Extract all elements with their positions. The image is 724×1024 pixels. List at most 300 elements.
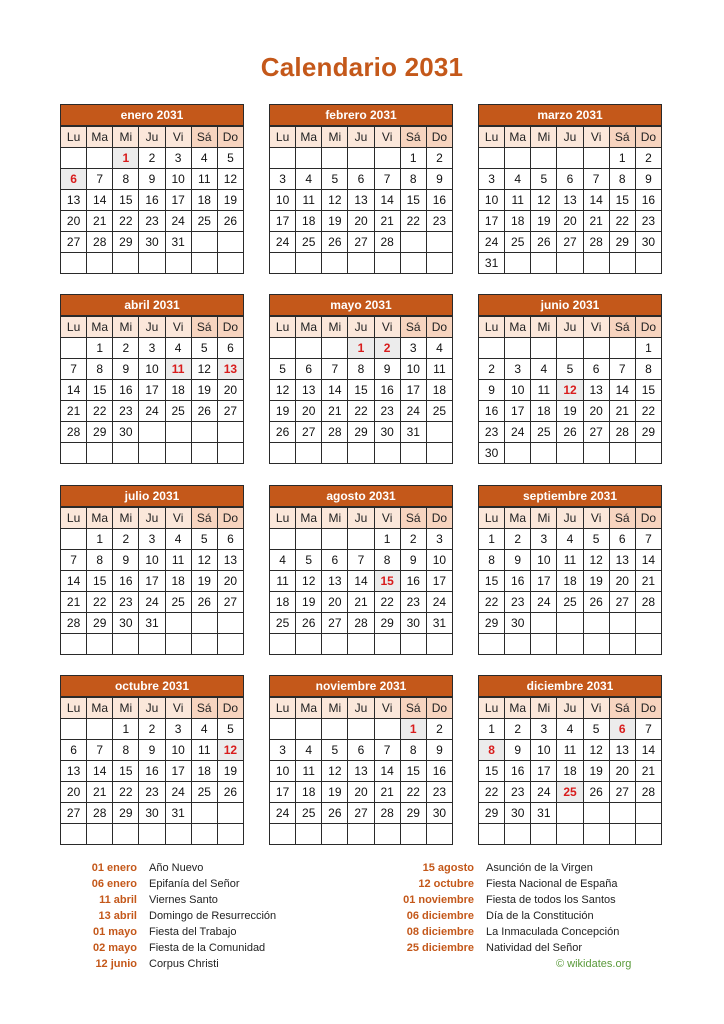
day-cell[interactable]: 1 xyxy=(375,529,401,550)
day-cell[interactable]: 27 xyxy=(348,803,374,824)
day-cell[interactable]: 24 xyxy=(479,232,505,253)
day-cell[interactable]: 10 xyxy=(531,740,557,761)
day-cell[interactable]: 12 xyxy=(218,740,244,761)
day-cell[interactable]: 4 xyxy=(296,169,322,190)
day-cell[interactable]: 23 xyxy=(139,211,165,232)
day-cell[interactable]: 7 xyxy=(375,169,401,190)
day-cell[interactable]: 27 xyxy=(218,401,244,422)
day-cell[interactable]: 22 xyxy=(401,211,427,232)
day-cell[interactable]: 20 xyxy=(348,782,374,803)
day-cell[interactable]: 3 xyxy=(401,338,427,359)
day-cell[interactable]: 10 xyxy=(139,359,165,380)
day-cell[interactable]: 25 xyxy=(192,211,218,232)
day-cell[interactable]: 5 xyxy=(218,148,244,169)
day-cell[interactable]: 26 xyxy=(218,211,244,232)
day-cell[interactable]: 5 xyxy=(192,529,218,550)
day-cell[interactable]: 16 xyxy=(139,761,165,782)
day-cell[interactable]: 28 xyxy=(348,613,374,634)
day-cell[interactable]: 28 xyxy=(636,592,662,613)
day-cell[interactable]: 27 xyxy=(557,232,583,253)
day-cell[interactable]: 6 xyxy=(218,529,244,550)
day-cell[interactable]: 13 xyxy=(557,190,583,211)
day-cell[interactable]: 26 xyxy=(322,232,348,253)
day-cell[interactable]: 8 xyxy=(479,740,505,761)
day-cell[interactable]: 6 xyxy=(322,550,348,571)
day-cell[interactable]: 10 xyxy=(505,380,531,401)
day-cell[interactable]: 13 xyxy=(218,359,244,380)
day-cell[interactable]: 2 xyxy=(401,529,427,550)
day-cell[interactable]: 29 xyxy=(113,803,139,824)
day-cell[interactable]: 8 xyxy=(401,740,427,761)
day-cell[interactable]: 3 xyxy=(427,529,453,550)
day-cell[interactable]: 9 xyxy=(427,740,453,761)
credit-text[interactable]: © wikidates.org xyxy=(556,958,632,970)
day-cell[interactable]: 1 xyxy=(401,148,427,169)
day-cell[interactable]: 1 xyxy=(636,338,662,359)
day-cell[interactable]: 6 xyxy=(557,169,583,190)
day-cell[interactable]: 24 xyxy=(166,782,192,803)
day-cell[interactable]: 14 xyxy=(87,761,113,782)
day-cell[interactable]: 25 xyxy=(427,401,453,422)
day-cell[interactable]: 4 xyxy=(531,359,557,380)
day-cell[interactable]: 19 xyxy=(584,571,610,592)
day-cell[interactable]: 14 xyxy=(322,380,348,401)
day-cell[interactable]: 23 xyxy=(375,401,401,422)
day-cell[interactable]: 24 xyxy=(531,782,557,803)
day-cell[interactable]: 21 xyxy=(375,211,401,232)
day-cell[interactable]: 18 xyxy=(557,761,583,782)
day-cell[interactable]: 28 xyxy=(87,232,113,253)
day-cell[interactable]: 7 xyxy=(610,359,636,380)
day-cell[interactable]: 24 xyxy=(166,211,192,232)
day-cell[interactable]: 13 xyxy=(61,761,87,782)
day-cell[interactable]: 25 xyxy=(296,232,322,253)
day-cell[interactable]: 29 xyxy=(401,803,427,824)
day-cell[interactable]: 7 xyxy=(584,169,610,190)
day-cell[interactable]: 19 xyxy=(557,401,583,422)
day-cell[interactable]: 12 xyxy=(584,550,610,571)
day-cell[interactable]: 17 xyxy=(270,782,296,803)
day-cell[interactable]: 8 xyxy=(636,359,662,380)
day-cell[interactable]: 2 xyxy=(505,719,531,740)
day-cell[interactable]: 14 xyxy=(375,761,401,782)
day-cell[interactable]: 26 xyxy=(322,803,348,824)
day-cell[interactable]: 25 xyxy=(531,422,557,443)
day-cell[interactable]: 5 xyxy=(218,719,244,740)
day-cell[interactable]: 24 xyxy=(139,401,165,422)
day-cell[interactable]: 23 xyxy=(479,422,505,443)
day-cell[interactable]: 29 xyxy=(87,613,113,634)
day-cell[interactable]: 12 xyxy=(557,380,583,401)
day-cell[interactable]: 26 xyxy=(218,782,244,803)
day-cell[interactable]: 2 xyxy=(375,338,401,359)
day-cell[interactable]: 31 xyxy=(166,232,192,253)
day-cell[interactable]: 6 xyxy=(348,169,374,190)
day-cell[interactable]: 17 xyxy=(531,571,557,592)
day-cell[interactable]: 20 xyxy=(61,782,87,803)
day-cell[interactable]: 27 xyxy=(61,803,87,824)
day-cell[interactable]: 15 xyxy=(348,380,374,401)
day-cell[interactable]: 30 xyxy=(375,422,401,443)
day-cell[interactable]: 21 xyxy=(348,592,374,613)
day-cell[interactable]: 1 xyxy=(87,529,113,550)
day-cell[interactable]: 13 xyxy=(322,571,348,592)
day-cell[interactable]: 8 xyxy=(610,169,636,190)
day-cell[interactable]: 28 xyxy=(610,422,636,443)
day-cell[interactable]: 30 xyxy=(427,803,453,824)
day-cell[interactable]: 3 xyxy=(505,359,531,380)
day-cell[interactable]: 12 xyxy=(584,740,610,761)
day-cell[interactable]: 15 xyxy=(113,190,139,211)
day-cell[interactable]: 13 xyxy=(584,380,610,401)
day-cell[interactable]: 16 xyxy=(401,571,427,592)
day-cell[interactable]: 3 xyxy=(531,529,557,550)
day-cell[interactable]: 12 xyxy=(218,169,244,190)
day-cell[interactable]: 4 xyxy=(192,719,218,740)
day-cell[interactable]: 15 xyxy=(87,380,113,401)
day-cell[interactable]: 11 xyxy=(557,740,583,761)
day-cell[interactable]: 11 xyxy=(427,359,453,380)
day-cell[interactable]: 3 xyxy=(139,529,165,550)
day-cell[interactable]: 11 xyxy=(270,571,296,592)
day-cell[interactable]: 30 xyxy=(401,613,427,634)
day-cell[interactable]: 16 xyxy=(427,190,453,211)
day-cell[interactable]: 1 xyxy=(113,719,139,740)
day-cell[interactable]: 30 xyxy=(113,422,139,443)
day-cell[interactable]: 21 xyxy=(375,782,401,803)
day-cell[interactable]: 27 xyxy=(348,232,374,253)
day-cell[interactable]: 11 xyxy=(296,761,322,782)
day-cell[interactable]: 1 xyxy=(87,338,113,359)
day-cell[interactable]: 20 xyxy=(61,211,87,232)
day-cell[interactable]: 3 xyxy=(166,719,192,740)
day-cell[interactable]: 29 xyxy=(113,232,139,253)
day-cell[interactable]: 18 xyxy=(531,401,557,422)
day-cell[interactable]: 11 xyxy=(166,550,192,571)
day-cell[interactable]: 29 xyxy=(348,422,374,443)
day-cell[interactable]: 6 xyxy=(348,740,374,761)
day-cell[interactable]: 15 xyxy=(87,571,113,592)
day-cell[interactable]: 21 xyxy=(636,571,662,592)
day-cell[interactable]: 18 xyxy=(166,571,192,592)
day-cell[interactable]: 20 xyxy=(348,211,374,232)
day-cell[interactable]: 19 xyxy=(192,571,218,592)
day-cell[interactable]: 28 xyxy=(61,422,87,443)
day-cell[interactable]: 7 xyxy=(322,359,348,380)
day-cell[interactable]: 26 xyxy=(531,232,557,253)
day-cell[interactable]: 17 xyxy=(166,761,192,782)
day-cell[interactable]: 30 xyxy=(505,613,531,634)
day-cell[interactable]: 12 xyxy=(322,190,348,211)
day-cell[interactable]: 29 xyxy=(610,232,636,253)
day-cell[interactable]: 20 xyxy=(610,761,636,782)
day-cell[interactable]: 2 xyxy=(505,529,531,550)
day-cell[interactable]: 11 xyxy=(192,169,218,190)
day-cell[interactable]: 13 xyxy=(610,550,636,571)
day-cell[interactable]: 7 xyxy=(348,550,374,571)
day-cell[interactable]: 24 xyxy=(270,232,296,253)
day-cell[interactable]: 17 xyxy=(531,761,557,782)
day-cell[interactable]: 10 xyxy=(166,740,192,761)
day-cell[interactable]: 17 xyxy=(505,401,531,422)
day-cell[interactable]: 30 xyxy=(636,232,662,253)
day-cell[interactable]: 22 xyxy=(375,592,401,613)
day-cell[interactable]: 13 xyxy=(348,761,374,782)
day-cell[interactable]: 15 xyxy=(610,190,636,211)
day-cell[interactable]: 29 xyxy=(375,613,401,634)
day-cell[interactable]: 29 xyxy=(636,422,662,443)
day-cell[interactable]: 25 xyxy=(166,592,192,613)
day-cell[interactable]: 28 xyxy=(61,613,87,634)
day-cell[interactable]: 26 xyxy=(192,401,218,422)
day-cell[interactable]: 21 xyxy=(584,211,610,232)
day-cell[interactable]: 8 xyxy=(348,359,374,380)
day-cell[interactable]: 4 xyxy=(270,550,296,571)
day-cell[interactable]: 19 xyxy=(218,761,244,782)
day-cell[interactable]: 11 xyxy=(166,359,192,380)
day-cell[interactable]: 8 xyxy=(479,550,505,571)
day-cell[interactable]: 9 xyxy=(139,740,165,761)
day-cell[interactable]: 10 xyxy=(479,190,505,211)
day-cell[interactable]: 26 xyxy=(296,613,322,634)
day-cell[interactable]: 22 xyxy=(113,782,139,803)
day-cell[interactable]: 1 xyxy=(401,719,427,740)
day-cell[interactable]: 23 xyxy=(636,211,662,232)
day-cell[interactable]: 8 xyxy=(113,740,139,761)
day-cell[interactable]: 4 xyxy=(557,719,583,740)
day-cell[interactable]: 4 xyxy=(557,529,583,550)
day-cell[interactable]: 23 xyxy=(401,592,427,613)
day-cell[interactable]: 26 xyxy=(584,592,610,613)
day-cell[interactable]: 21 xyxy=(87,211,113,232)
day-cell[interactable]: 9 xyxy=(636,169,662,190)
day-cell[interactable]: 2 xyxy=(139,148,165,169)
day-cell[interactable]: 29 xyxy=(479,803,505,824)
day-cell[interactable]: 30 xyxy=(139,803,165,824)
day-cell[interactable]: 25 xyxy=(557,592,583,613)
day-cell[interactable]: 5 xyxy=(584,719,610,740)
day-cell[interactable]: 19 xyxy=(322,211,348,232)
day-cell[interactable]: 12 xyxy=(531,190,557,211)
day-cell[interactable]: 6 xyxy=(610,529,636,550)
day-cell[interactable]: 6 xyxy=(610,719,636,740)
day-cell[interactable]: 23 xyxy=(505,782,531,803)
day-cell[interactable]: 20 xyxy=(610,571,636,592)
day-cell[interactable]: 16 xyxy=(139,190,165,211)
day-cell[interactable]: 17 xyxy=(401,380,427,401)
day-cell[interactable]: 3 xyxy=(270,740,296,761)
day-cell[interactable]: 21 xyxy=(87,782,113,803)
day-cell[interactable]: 6 xyxy=(218,338,244,359)
day-cell[interactable]: 7 xyxy=(87,740,113,761)
day-cell[interactable]: 15 xyxy=(375,571,401,592)
day-cell[interactable]: 11 xyxy=(296,190,322,211)
day-cell[interactable]: 10 xyxy=(139,550,165,571)
day-cell[interactable]: 8 xyxy=(87,359,113,380)
day-cell[interactable]: 6 xyxy=(296,359,322,380)
day-cell[interactable]: 27 xyxy=(61,232,87,253)
day-cell[interactable]: 4 xyxy=(296,740,322,761)
day-cell[interactable]: 14 xyxy=(636,550,662,571)
day-cell[interactable]: 2 xyxy=(113,529,139,550)
day-cell[interactable]: 16 xyxy=(113,380,139,401)
day-cell[interactable]: 2 xyxy=(427,719,453,740)
day-cell[interactable]: 30 xyxy=(479,443,505,464)
day-cell[interactable]: 17 xyxy=(139,380,165,401)
day-cell[interactable]: 31 xyxy=(427,613,453,634)
day-cell[interactable]: 8 xyxy=(113,169,139,190)
day-cell[interactable]: 19 xyxy=(218,190,244,211)
day-cell[interactable]: 31 xyxy=(166,803,192,824)
day-cell[interactable]: 12 xyxy=(192,550,218,571)
day-cell[interactable]: 1 xyxy=(113,148,139,169)
day-cell[interactable]: 2 xyxy=(636,148,662,169)
day-cell[interactable]: 21 xyxy=(61,401,87,422)
day-cell[interactable]: 5 xyxy=(192,338,218,359)
day-cell[interactable]: 28 xyxy=(375,803,401,824)
day-cell[interactable]: 9 xyxy=(375,359,401,380)
day-cell[interactable]: 28 xyxy=(636,782,662,803)
day-cell[interactable]: 25 xyxy=(557,782,583,803)
day-cell[interactable]: 5 xyxy=(557,359,583,380)
day-cell[interactable]: 3 xyxy=(531,719,557,740)
day-cell[interactable]: 21 xyxy=(636,761,662,782)
day-cell[interactable]: 30 xyxy=(139,232,165,253)
day-cell[interactable]: 27 xyxy=(610,592,636,613)
day-cell[interactable]: 29 xyxy=(479,613,505,634)
day-cell[interactable]: 9 xyxy=(505,550,531,571)
day-cell[interactable]: 13 xyxy=(610,740,636,761)
day-cell[interactable]: 13 xyxy=(61,190,87,211)
day-cell[interactable]: 8 xyxy=(87,550,113,571)
day-cell[interactable]: 2 xyxy=(479,359,505,380)
day-cell[interactable]: 30 xyxy=(505,803,531,824)
day-cell[interactable]: 25 xyxy=(505,232,531,253)
day-cell[interactable]: 2 xyxy=(139,719,165,740)
day-cell[interactable]: 7 xyxy=(87,169,113,190)
day-cell[interactable]: 6 xyxy=(61,740,87,761)
day-cell[interactable]: 30 xyxy=(113,613,139,634)
day-cell[interactable]: 22 xyxy=(87,401,113,422)
day-cell[interactable]: 11 xyxy=(531,380,557,401)
day-cell[interactable]: 22 xyxy=(636,401,662,422)
day-cell[interactable]: 23 xyxy=(139,782,165,803)
day-cell[interactable]: 14 xyxy=(375,190,401,211)
day-cell[interactable]: 17 xyxy=(270,211,296,232)
day-cell[interactable]: 11 xyxy=(505,190,531,211)
day-cell[interactable]: 1 xyxy=(479,719,505,740)
day-cell[interactable]: 22 xyxy=(610,211,636,232)
day-cell[interactable]: 31 xyxy=(401,422,427,443)
day-cell[interactable]: 10 xyxy=(427,550,453,571)
day-cell[interactable]: 15 xyxy=(401,761,427,782)
day-cell[interactable]: 4 xyxy=(505,169,531,190)
day-cell[interactable]: 21 xyxy=(322,401,348,422)
day-cell[interactable]: 22 xyxy=(479,592,505,613)
day-cell[interactable]: 17 xyxy=(427,571,453,592)
day-cell[interactable]: 19 xyxy=(296,592,322,613)
day-cell[interactable]: 27 xyxy=(218,592,244,613)
day-cell[interactable]: 12 xyxy=(296,571,322,592)
day-cell[interactable]: 26 xyxy=(584,782,610,803)
day-cell[interactable]: 20 xyxy=(218,380,244,401)
day-cell[interactable]: 16 xyxy=(113,571,139,592)
day-cell[interactable]: 16 xyxy=(505,761,531,782)
day-cell[interactable]: 13 xyxy=(348,190,374,211)
day-cell[interactable]: 20 xyxy=(322,592,348,613)
day-cell[interactable]: 4 xyxy=(192,148,218,169)
day-cell[interactable]: 25 xyxy=(192,782,218,803)
day-cell[interactable]: 24 xyxy=(427,592,453,613)
day-cell[interactable]: 27 xyxy=(296,422,322,443)
day-cell[interactable]: 28 xyxy=(87,803,113,824)
day-cell[interactable]: 27 xyxy=(610,782,636,803)
day-cell[interactable]: 1 xyxy=(479,529,505,550)
day-cell[interactable]: 1 xyxy=(348,338,374,359)
day-cell[interactable]: 23 xyxy=(113,401,139,422)
day-cell[interactable]: 10 xyxy=(270,190,296,211)
day-cell[interactable]: 10 xyxy=(401,359,427,380)
day-cell[interactable]: 28 xyxy=(375,232,401,253)
day-cell[interactable]: 24 xyxy=(505,422,531,443)
day-cell[interactable]: 19 xyxy=(584,761,610,782)
day-cell[interactable]: 3 xyxy=(479,169,505,190)
day-cell[interactable]: 5 xyxy=(322,169,348,190)
day-cell[interactable]: 8 xyxy=(401,169,427,190)
day-cell[interactable]: 18 xyxy=(296,782,322,803)
day-cell[interactable]: 17 xyxy=(139,571,165,592)
day-cell[interactable]: 23 xyxy=(427,782,453,803)
day-cell[interactable]: 9 xyxy=(113,550,139,571)
day-cell[interactable]: 24 xyxy=(270,803,296,824)
day-cell[interactable]: 16 xyxy=(636,190,662,211)
day-cell[interactable]: 5 xyxy=(296,550,322,571)
day-cell[interactable]: 9 xyxy=(427,169,453,190)
day-cell[interactable]: 7 xyxy=(375,740,401,761)
day-cell[interactable]: 15 xyxy=(401,190,427,211)
day-cell[interactable]: 22 xyxy=(113,211,139,232)
day-cell[interactable]: 24 xyxy=(139,592,165,613)
day-cell[interactable]: 11 xyxy=(557,550,583,571)
day-cell[interactable]: 22 xyxy=(479,782,505,803)
day-cell[interactable]: 2 xyxy=(113,338,139,359)
day-cell[interactable]: 14 xyxy=(584,190,610,211)
day-cell[interactable]: 29 xyxy=(87,422,113,443)
day-cell[interactable]: 3 xyxy=(139,338,165,359)
day-cell[interactable]: 15 xyxy=(479,571,505,592)
day-cell[interactable]: 21 xyxy=(61,592,87,613)
day-cell[interactable]: 20 xyxy=(557,211,583,232)
day-cell[interactable]: 22 xyxy=(401,782,427,803)
day-cell[interactable]: 13 xyxy=(218,550,244,571)
day-cell[interactable]: 21 xyxy=(610,401,636,422)
day-cell[interactable]: 28 xyxy=(322,422,348,443)
day-cell[interactable]: 8 xyxy=(375,550,401,571)
day-cell[interactable]: 24 xyxy=(531,592,557,613)
day-cell[interactable]: 26 xyxy=(192,592,218,613)
day-cell[interactable]: 7 xyxy=(61,359,87,380)
day-cell[interactable]: 22 xyxy=(348,401,374,422)
day-cell[interactable]: 23 xyxy=(113,592,139,613)
day-cell[interactable]: 23 xyxy=(505,592,531,613)
day-cell[interactable]: 18 xyxy=(166,380,192,401)
day-cell[interactable]: 12 xyxy=(270,380,296,401)
day-cell[interactable]: 16 xyxy=(479,401,505,422)
day-cell[interactable]: 28 xyxy=(584,232,610,253)
day-cell[interactable]: 24 xyxy=(401,401,427,422)
day-cell[interactable]: 22 xyxy=(87,592,113,613)
day-cell[interactable]: 14 xyxy=(348,571,374,592)
